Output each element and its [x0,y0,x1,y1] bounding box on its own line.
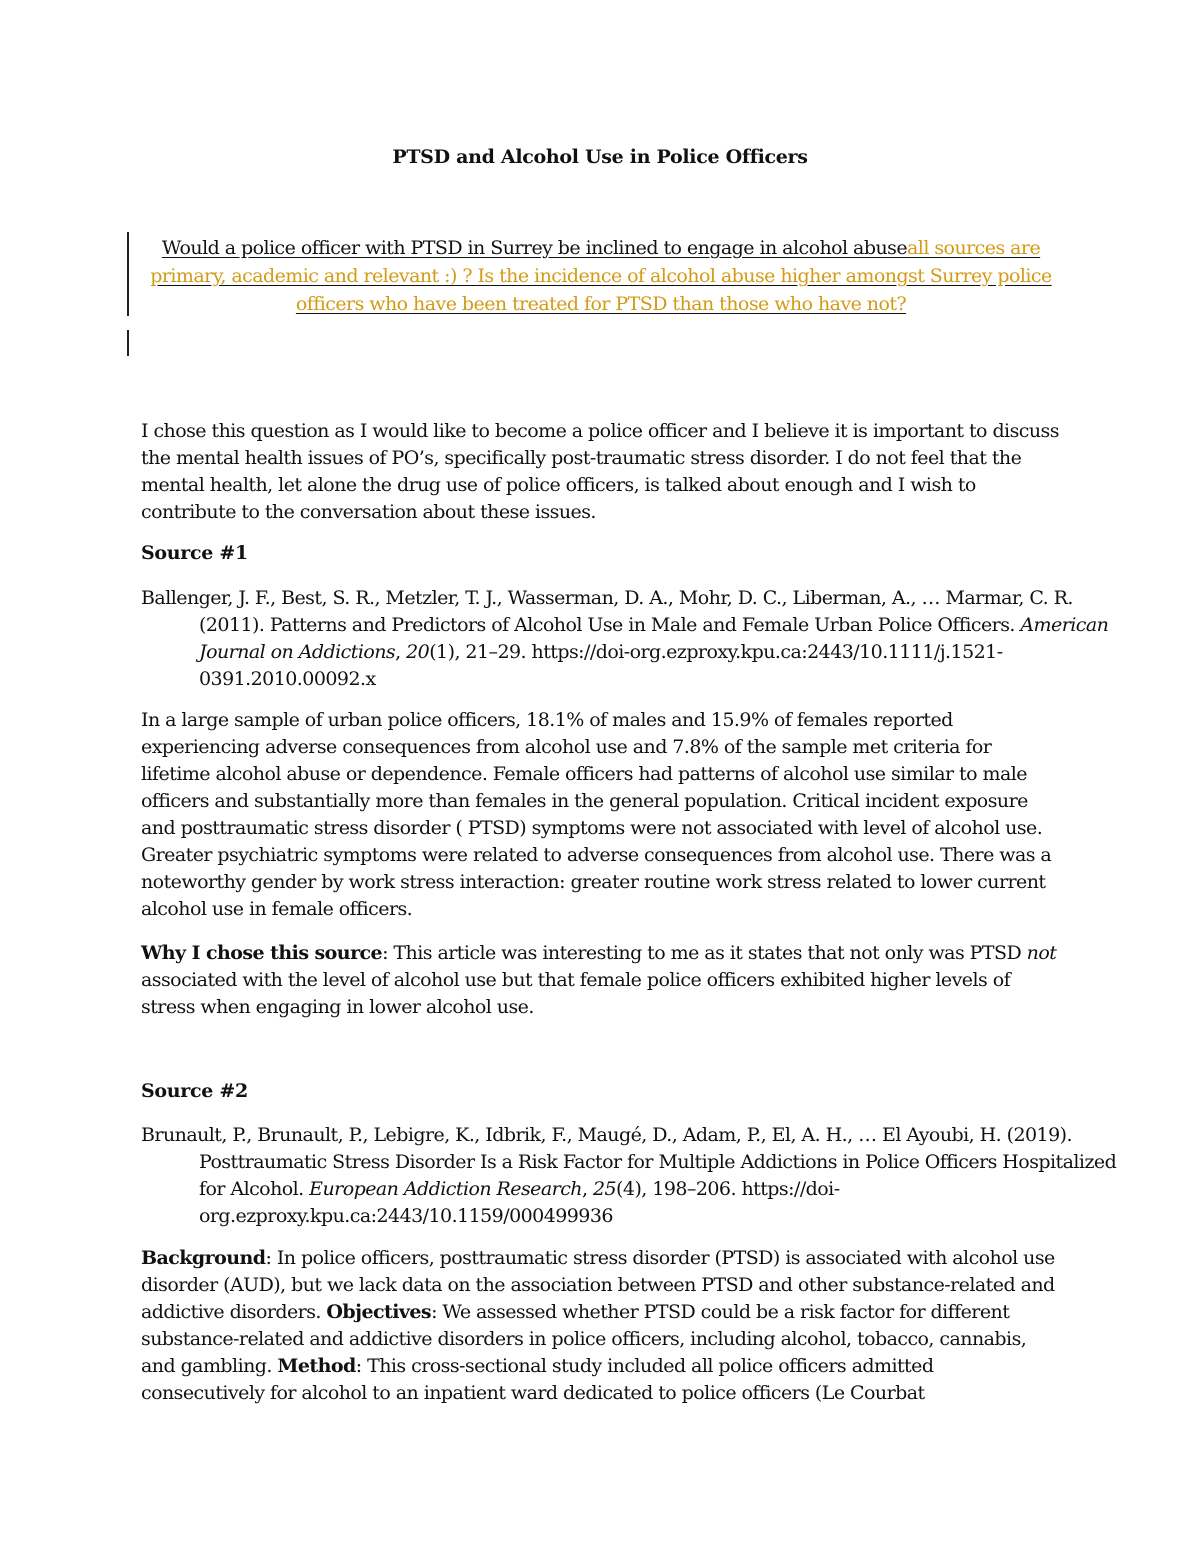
source-2-citation [141,1122,1119,1230]
source-2-sep: , [581,1178,593,1200]
source-2-volume: 25 [592,1178,617,1200]
research-question-text: Would a police officer with PTSD in Surrey be inclined to engage in alcohol abuse [161,237,908,259]
rationale-emphasis: not [1026,942,1057,964]
objectives-label: Objectives [326,1301,432,1323]
source-1-abstract: In a large sample of urban police officers, 18.1% of males and 15.9% of females reported experiencing adverse consequences from alcohol use and 7.8% of the sample met criteria for lifetime alcohol abuse or dependence. Female officers had patterns of alcohol use similar to male officers and substantially more than females in the general population. Critical incident exposure and posttraumatic stress disorder ( PTSD) symptoms were not associated with level of alcohol use. Greater psychiatric symptoms were related to adverse consequences from alcohol use. There was a noteworthy gender by work stress interaction: greater routine work stress related to lower current alcohol use in female officers. [141,709,1052,920]
source-1-journal: American Journal on Addictions [199,614,1109,663]
source-2-abstract [141,1245,1061,1407]
source-1-sep: , [395,641,407,663]
source-2-heading: Source #2 [141,1080,248,1102]
rationale-text-2: associated with the level of alcohol use but that female police officers exhibited higher levels of stress when engaging in lower alcohol use. [141,969,1011,1018]
rationale-label: Why I chose this source [141,942,383,964]
source-1-rationale [141,940,1061,1021]
source-1-citation-authors: Ballenger, J. F., Best, S. R., Metzler, T. J., Wasserman, D. A., Mohr, D. C., Liberman, A., … Marmar, C. R. (2011). Patterns and Predictors of Alcohol Use in Male and Female Urban Police Officers. [141,587,1073,636]
source-2-journal: European Addiction Research [309,1178,582,1200]
source-2-citation-authors: Brunault, P., Brunault, P., Lebigre, K., Idbrik, F., Maugé, D., Adam, P., El, A. H., … El Ayoubi, H. (2019). Posttraumatic Stress Disorder Is a Risk Factor for Multiple Addictions in Police Officers Hospitalized for Alcohol. [141,1124,1117,1200]
revision-change-bar [127,232,129,316]
tracked-comment-text[interactable]: all sources are primary, academic and relevant :) ? Is the incidence of alcohol abuse higher amongst Surrey police officers who have been treated for PTSD than those who have not? [150,237,1052,315]
source-1-volume: 20 [406,641,430,663]
research-question [138,234,1064,318]
objectives-text: : We assessed whether PTSD could be a risk factor for different substance-related and addictive disorders in police officers, including alcohol, tobacco, cannabis, and gambling. [141,1301,1027,1377]
background-text: : In police officers, posttraumatic stress disorder (PTSD) is associated with alcohol use disorder (AUD), but we lack data on the association between PTSD and other substance-related and addictive disorders. [141,1247,1055,1323]
document-title: PTSD and Alcohol Use in Police Officers [392,146,808,168]
method-text: : This cross-sectional study included all police officers admitted consecutively for alcohol to an inpatient ward dedicated to police officers (Le Courbat [141,1355,934,1404]
intro-paragraph: I chose this question as I would like to become a police officer and I believe it is important to discuss the mental health issues of PO’s, specifically post-traumatic stress disorder. I do not feel that the mental health, let alone the drug use of police officers, is talked about enough and I wish to contribute to the conversation about these issues. [141,420,1059,523]
text-cursor [127,330,129,356]
source-2-doi: (4), 198–206. https://doi-org.ezproxy.kpu.ca:2443/10.1159/000499936 [199,1178,840,1227]
rationale-text-1: : This article was interesting to me as it states that not only was PTSD [382,942,1027,964]
source-1-heading: Source #1 [141,542,248,564]
source-1-citation [141,585,1119,693]
background-label: Background [141,1247,266,1269]
method-label: Method [277,1355,356,1377]
source-1-doi: (1), 21–29. https://doi-org.ezproxy.kpu.ca:2443/10.1111/j.1521-0391.2010.00092.x [199,641,1003,690]
